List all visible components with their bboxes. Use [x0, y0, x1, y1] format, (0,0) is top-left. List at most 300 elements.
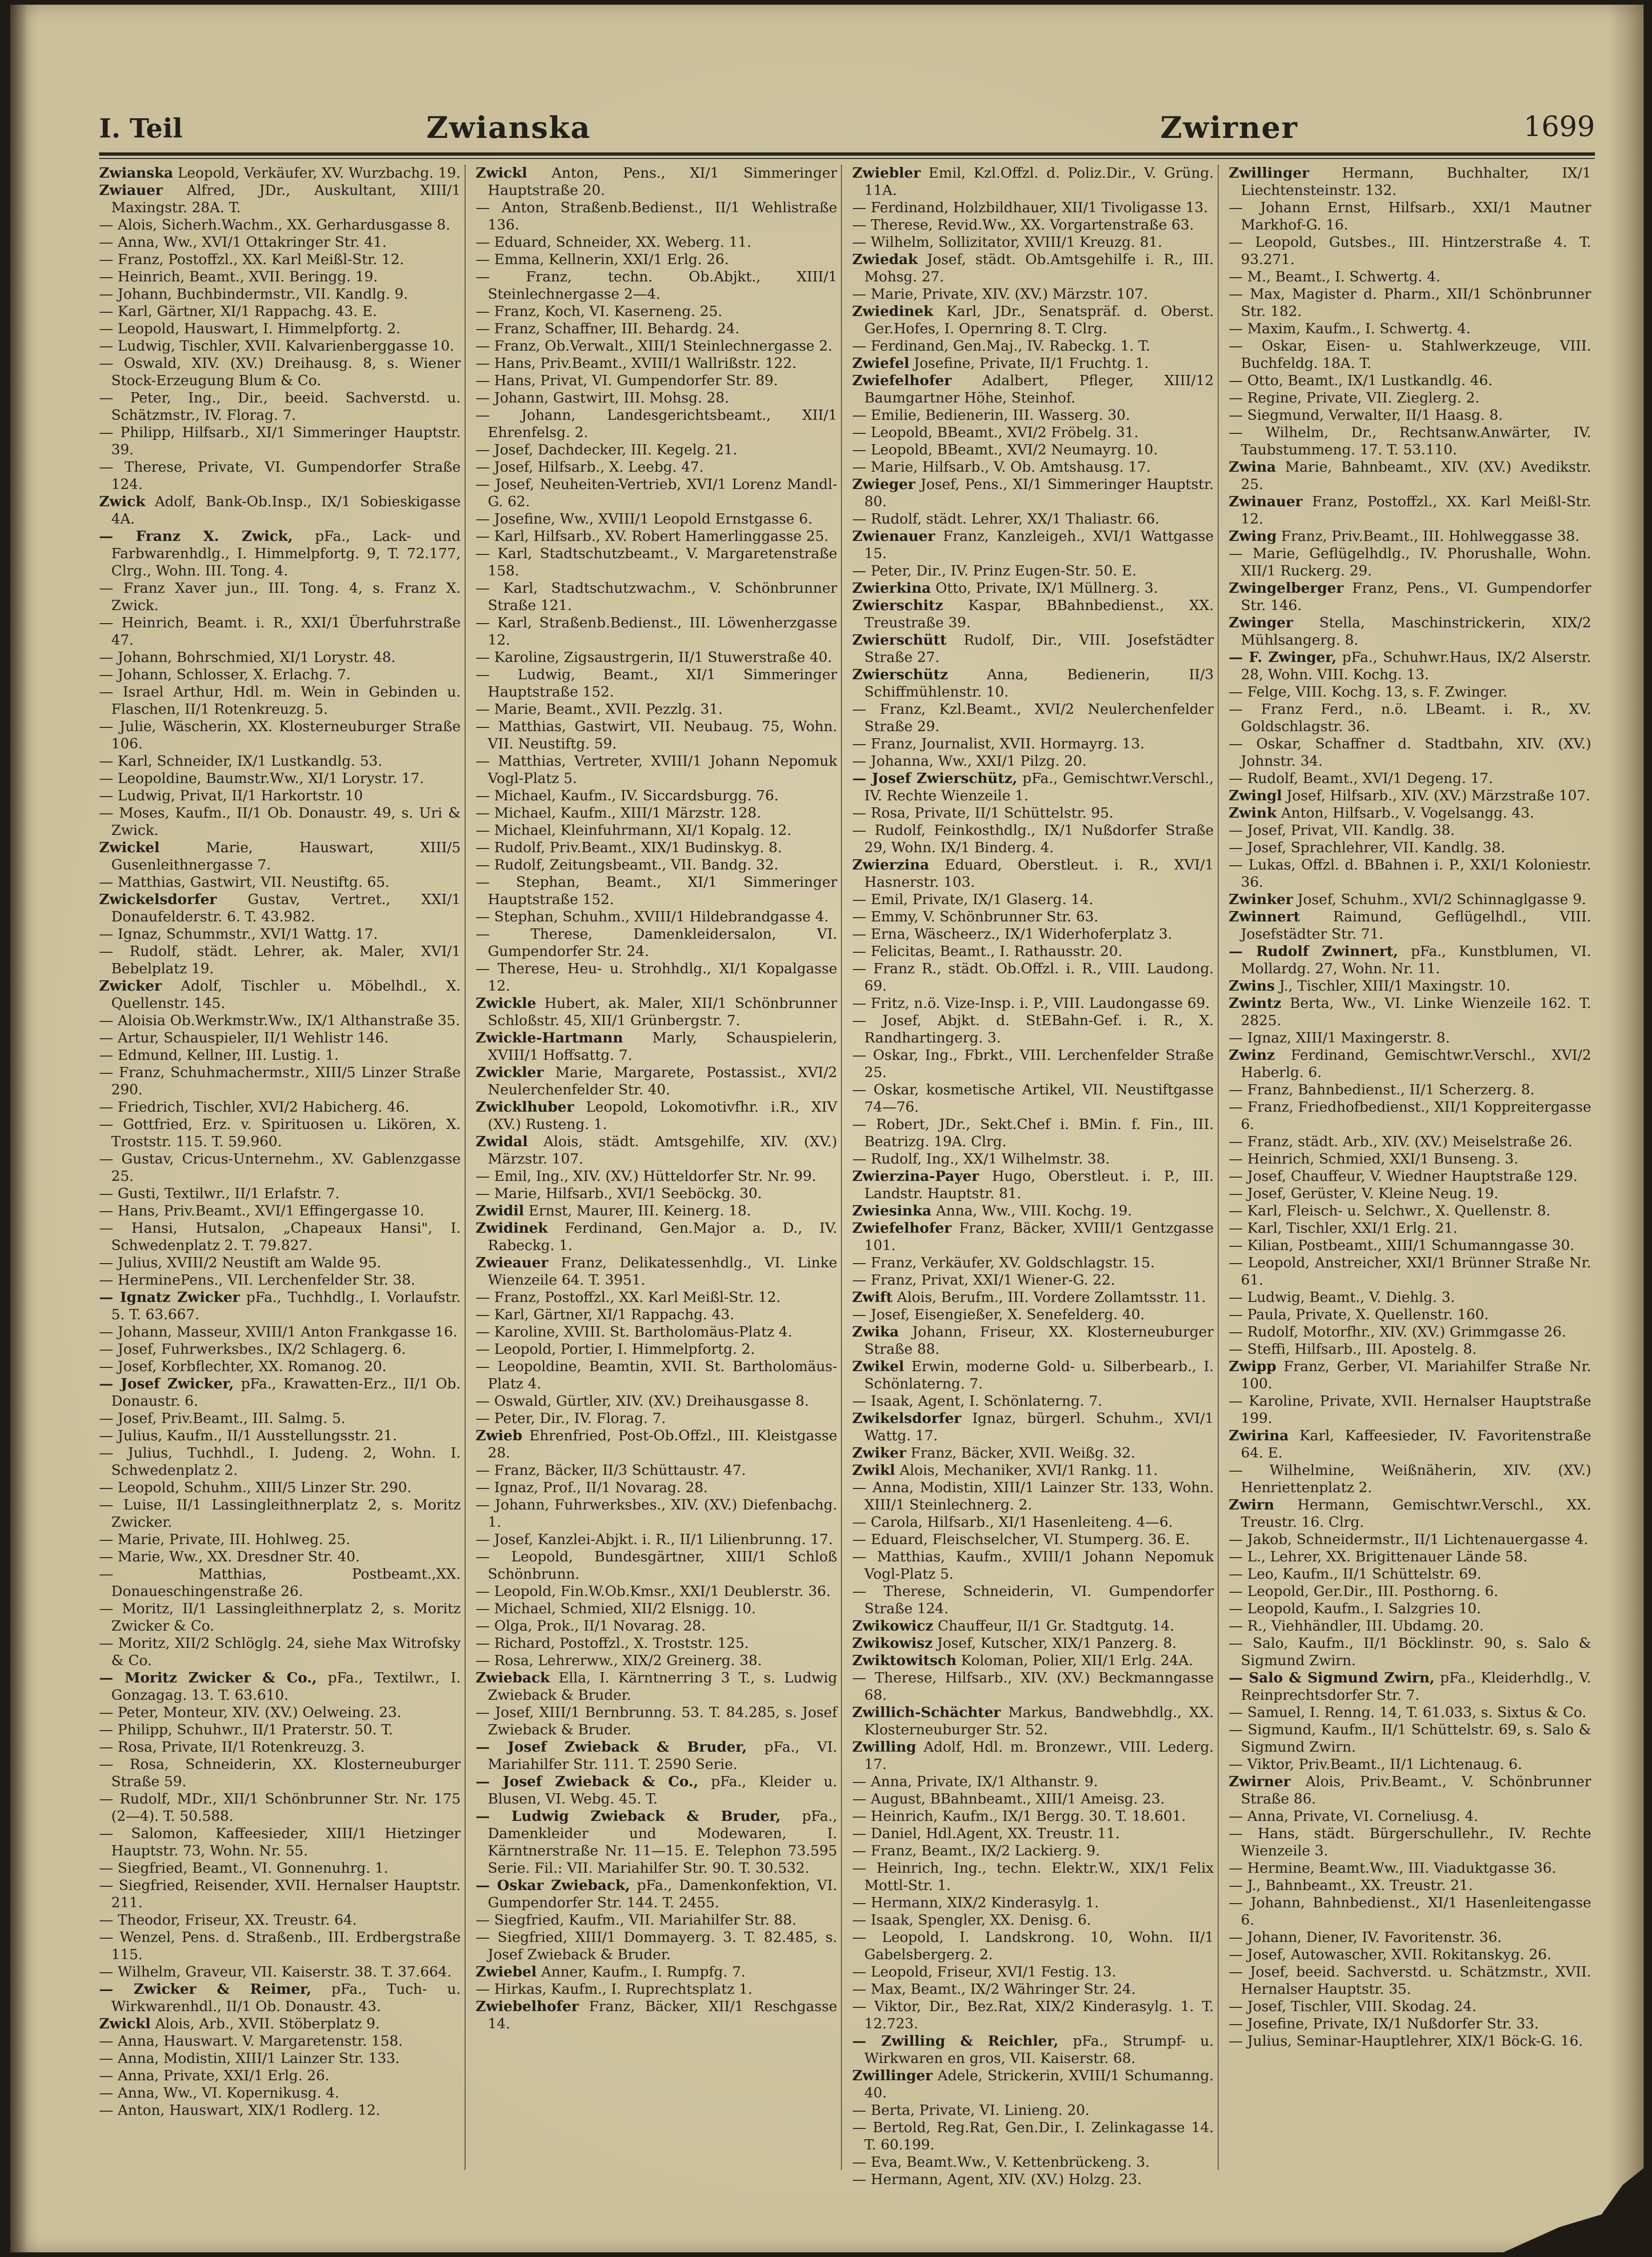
directory-entry	[99, 528, 461, 580]
directory-entry	[99, 1029, 461, 1047]
entry-details: — Johann, Buchbindermstr., VII. Kandlg. 9.	[99, 286, 408, 302]
entry-details: — Anna, Ww., XVI/1 Ottakringer Str. 41.	[99, 234, 387, 251]
entry-surname: Zwierschütz	[852, 667, 948, 683]
directory-entry	[99, 1254, 461, 1272]
entry-surname: Zwinker	[1228, 891, 1293, 908]
directory-entry	[1229, 943, 1592, 978]
entry-details: Ferdinand, Gemischtwr.Verschl., XVI/2 Haberlg. 6.	[1241, 1047, 1591, 1081]
entry-details: pFa., Strumpf- u. Wirkwaren en gros, VII. Kaiserstr. 68.	[864, 2033, 1214, 2067]
directory-entry	[99, 580, 461, 614]
entry-details: — Kilian, Postbeamt., XIII/1 Schumanngasse 30.	[1228, 1237, 1575, 1254]
entry-details: — Johann, Fuhrwerksbes., XIV. (XV.) Diefenbachg. 1.	[475, 1497, 837, 1531]
directory-entry	[99, 770, 461, 787]
directory-entry	[1229, 735, 1592, 770]
entry-details: Adolf, Hdl. m. Bronzewr., VIII. Lederg. 17.	[864, 1739, 1214, 1773]
entry-details: pFa., VI. Mariahilfer Str. 111. T. 2590 Serie.	[488, 1739, 837, 1773]
entry-surname: Zwickl	[99, 2016, 151, 2032]
entry-details: — Josef, Eisengießer, X. Senefelderg. 40.	[852, 1307, 1145, 1323]
entry-details: — Johann, Bohrschmied, XI/1 Lorystr. 48.	[99, 649, 396, 666]
directory-entry	[852, 1445, 1214, 1462]
entry-surname: Zwidil	[475, 1203, 524, 1219]
column-3	[852, 165, 1219, 2188]
entry-details: — Matthias, Postbeamt.,XX. Donaueschingenstraße 26.	[99, 1566, 461, 1600]
entry-details: — Oswald, Gürtler, XIV. (XV.) Dreihausgasse 8.	[475, 1393, 809, 1409]
entry-details: — Philipp, Hilfsarb., XI/1 Simmeringer Hauptstr. 39.	[99, 424, 461, 458]
entry-details: — Samuel, I. Renng. 14, T. 61.033, s. Sixtus & Co.	[1228, 1704, 1587, 1721]
directory-entry	[99, 1185, 461, 1202]
directory-entry	[476, 1704, 838, 1739]
entry-surname: Zwillinger	[1228, 165, 1309, 181]
entry-details: — Regine, Private, VII. Zieglerg. 2.	[1228, 390, 1480, 406]
entry-details: — R., Viehhändler, III. Ubdamg. 20.	[1228, 1618, 1484, 1634]
entry-surname: — Rudolf Zwinnert,	[1228, 943, 1398, 960]
directory-entry	[476, 1479, 838, 1496]
entry-details: pFa., Kleiderhdlg., V. Reinprechtsdorfer Str. 7.	[1241, 1670, 1591, 1704]
directory-entry	[99, 1323, 461, 1341]
directory-entry	[99, 1289, 461, 1323]
directory-entry	[1229, 1963, 1592, 1998]
entry-details: — Marie, Private, XIV. (XV.) Märzstr. 107.	[852, 286, 1148, 302]
entry-details: pFa., Gemischtwr.Verschl., IV. Rechte Wienzeile 1.	[864, 770, 1214, 804]
entry-details: Alois, Arb., XVII. Stöberplatz 9.	[155, 2016, 380, 2032]
directory-entry	[852, 1635, 1214, 1652]
entry-details: Alois, Mechaniker, XVI/1 Rankg. 11.	[899, 1462, 1158, 1479]
directory-entry	[99, 891, 461, 926]
directory-entry	[476, 1496, 838, 1531]
directory-entry	[476, 1548, 838, 1583]
entry-surname: — F. Zwinger,	[1228, 649, 1337, 666]
directory-entry	[852, 701, 1214, 735]
directory-entry	[99, 1981, 461, 2015]
directory-entry	[99, 1790, 461, 1825]
directory-entry	[1229, 1669, 1592, 1704]
entry-details: Erwin, moderne Gold- u. Silberbearb., I. Schönlaterng. 7.	[864, 1359, 1214, 1392]
entry-details: Emil, Kzl.Offzl. d. Poliz.Dir., V. Grüng. 11A.	[864, 165, 1214, 199]
page-number: 1699	[1523, 110, 1595, 143]
entry-details: Leopold, Verkäufer, XV. Wurzbachg. 19.	[178, 165, 461, 181]
entry-details: — Josefine, Ww., XVIII/1 Leopold Ernstgasse 6.	[475, 511, 812, 527]
directory-entry	[476, 1669, 838, 1704]
directory-entry	[852, 735, 1214, 753]
directory-entry	[99, 1358, 461, 1375]
entry-details: — Leopold, Gutsbes., III. Hintzerstraße 4. T. 93.271.	[1228, 234, 1591, 268]
entry-details: — Oskar, Ing., Fbrkt., VIII. Lerchenfelder Straße 25.	[852, 1047, 1214, 1081]
directory-entry	[852, 372, 1214, 407]
entry-details: — Wilhelm, Graveur, VII. Kaiserstr. 38. T. 37.664.	[99, 1964, 452, 1980]
entry-details: — Karoline, Private, XVII. Hernalser Hauptstraße 199.	[1228, 1393, 1591, 1427]
directory-entry	[99, 1704, 461, 1721]
entry-surname: Zwift	[852, 1289, 893, 1306]
entry-details: — Franz, Postoffzl., XX. Karl Meißl-Str. 12.	[99, 252, 404, 268]
directory-entry	[1229, 528, 1592, 545]
entry-details: — Johann, Gastwirt, III. Mohsg. 28.	[475, 390, 729, 406]
directory-entry	[852, 1894, 1214, 1912]
entry-details: Ernst, Maurer, III. Keinerg. 18.	[528, 1203, 751, 1219]
entry-surname: Zwierkina	[852, 580, 931, 597]
entry-details: — Hans, Priv.Beamt., XVI/1 Effingergasse 10.	[99, 1203, 424, 1219]
entry-details: Anna, Ww., VIII. Kochg. 19.	[936, 1203, 1132, 1219]
entry-details: Johann, Friseur, XX. Klosterneuburger Straße 88.	[864, 1324, 1214, 1358]
entry-surname: Zwienauer	[852, 528, 935, 545]
entry-details: — Anna, Modistin, XIII/1 Lainzer Str. 133.	[99, 2050, 400, 2067]
directory-entry	[852, 407, 1214, 424]
entry-details: — Hirkas, Kaufm., I. Ruprechtsplatz 1.	[475, 1981, 753, 1998]
entry-details: Josef, Hilfsarb., XIV. (XV.) Märzstraße 107.	[1286, 788, 1590, 804]
entry-details: Franz, Gerber, VI. Mariahilfer Straße Nr. 100.	[1241, 1359, 1591, 1392]
entry-details: — Isaak, Spengler, XX. Denisg. 6.	[852, 1912, 1092, 1928]
entry-details: — Julius, Seminar-Hauptlehrer, XIX/1 Böck-G. 16.	[1228, 2033, 1583, 2049]
directory-entry	[1229, 1099, 1592, 1133]
directory-entry	[1229, 1254, 1592, 1289]
entry-details: — Josef, Dachdecker, III. Kegelg. 21.	[475, 442, 738, 458]
directory-entry	[476, 718, 838, 753]
directory-entry	[852, 1583, 1214, 1617]
entry-details: — Julius, Kaufm., II/1 Ausstellungsstr. 21.	[99, 1428, 397, 1444]
entry-details: — Ludwig, Tischler, XVII. Kalvarienberggasse 10.	[99, 338, 454, 354]
directory-entry	[476, 476, 838, 510]
directory-entry	[99, 1099, 461, 1116]
entry-details: — Rudolf, Motorfhr., XIV. (XV.) Grimmgasse 26.	[1228, 1324, 1566, 1340]
entry-details: Eduard, Oberstleut. i. R., XVI/1 Hasnerstr. 103.	[864, 857, 1214, 891]
entry-details: Josef, Kutscher, XIX/1 Panzerg. 8.	[937, 1635, 1177, 1652]
entry-surname: — Ludwig Zwieback & Bruder,	[475, 1808, 781, 1825]
entry-details: Franz, Bäcker, XVIII/1 Gentzgasse 101.	[864, 1220, 1214, 1254]
entry-details: — Josef, XIII/1 Bernbrunng. 53. T. 84.285, s. Josef Zwieback & Bruder.	[475, 1704, 837, 1738]
directory-entry	[852, 199, 1214, 216]
entry-details: — Franz, Verkäufer, XV. Goldschlagstr. 15.	[852, 1255, 1155, 1271]
entry-details: pFa., Kunstblumen, VI. Mollardg. 27, Wohn. Nr. 11.	[1241, 943, 1591, 977]
entry-details: — Johann, Masseur, XVIII/1 Anton Frankgasse 16.	[99, 1324, 458, 1340]
entry-details: — Rosa, Private, II/1 Schüttelstr. 95.	[852, 805, 1114, 821]
entry-details: — Josef, Tischler, VIII. Skodag. 24.	[1228, 1998, 1477, 2015]
entry-surname: Zwiefelhofer	[852, 373, 952, 389]
entry-details: — Marie, Hilfsarb., V. Ob. Amtshausg. 17.	[852, 459, 1151, 475]
entry-surname: Zwiesinka	[852, 1203, 932, 1219]
directory-entry	[476, 874, 838, 908]
entry-details: — Rosa, Private, II/1 Rotenkreuzg. 3.	[99, 1739, 365, 1755]
directory-entry	[852, 753, 1214, 770]
entry-details: — Siegfried, Reisender, XVII. Hernalser Hauptstr. 211.	[99, 1877, 461, 1911]
entry-details: — Matthias, Gastwirt, VII. Neustiftg. 65.	[99, 874, 390, 891]
entry-details: — Franz, Koch, VI. Kaserneng. 25.	[475, 303, 723, 320]
entry-details: — L., Lehrer, XX. Brigittenauer Lände 58.	[1228, 1549, 1528, 1565]
entry-details: — Rudolf, städt. Lehrer, ak. Maler, XVI/1 Bebelplatz 19.	[99, 943, 461, 977]
entry-details: — Anna, Private, XXI/1 Erlg. 26.	[99, 2068, 330, 2084]
directory-entry	[476, 995, 838, 1029]
entry-surname: Zwierschütt	[852, 632, 947, 648]
entry-details: Marie, Margarete, Postassist., XVI/2 Neulerchenfelder Str. 40.	[488, 1064, 837, 1098]
directory-entry	[476, 389, 838, 407]
entry-surname: — Salo & Sigmund Zwirn,	[1228, 1670, 1435, 1686]
entry-details: — Franz, Ob.Verwalt., XIII/1 Steinlechnergasse 2.	[475, 338, 833, 354]
directory-entry	[476, 303, 838, 320]
directory-entry	[99, 787, 461, 805]
directory-entry	[1229, 1393, 1592, 1427]
entry-details: — Therese, Revid.Ww., XX. Vorgartenstraße 63.	[852, 217, 1194, 233]
directory-entry	[99, 251, 461, 268]
directory-entry	[99, 1047, 461, 1064]
entry-details: Josefine, Private, II/1 Fruchtg. 1.	[913, 355, 1149, 372]
entry-details: — Josefine, Private, IX/1 Nußdorfer Str. 33.	[1228, 2016, 1539, 2032]
directory-page	[10, 5, 1644, 2252]
entry-details: — Wenzel, Pens. d. Straßenb., III. Erdbergstraße 115.	[99, 1929, 461, 1963]
entry-details: — Siegmund, Verwalter, II/1 Haasg. 8.	[1228, 407, 1503, 424]
directory-entry	[99, 389, 461, 424]
entry-details: Hugo, Oberstleut. i. P., III. Landstr. Hauptstr. 81.	[864, 1168, 1214, 1202]
entry-details: — Leopold, BBeamt., XVI/2 Fröbelg. 31.	[852, 424, 1139, 441]
directory-entry	[99, 666, 461, 683]
directory-entry	[852, 1808, 1214, 1825]
entry-details: — Franz Ferd., n.ö. LBeamt. i. R., XV. Goldschlagstr. 36.	[1228, 701, 1591, 735]
header-first-entry: Zwianska	[426, 110, 591, 145]
directory-entry	[852, 960, 1214, 995]
directory-entry	[852, 2102, 1214, 2119]
entry-details: — Marie, Hilfsarb., XVI/1 Seeböckg. 30.	[475, 1186, 762, 1202]
entry-details: — Salo, Kaufm., II/1 Böcklinstr. 90, s. Salo & Sigmund Zwirn.	[1228, 1635, 1591, 1669]
directory-entry	[476, 1029, 838, 1064]
directory-entry	[1229, 2015, 1592, 2033]
entry-details: — Franz R., städt. Ob.Offzl. i. R., VIII. Laudong. 69.	[852, 961, 1214, 994]
directory-entry	[852, 1393, 1214, 1410]
directory-entry	[852, 1047, 1214, 1081]
entry-surname: Zwiefelhofer	[852, 1220, 952, 1236]
directory-entry	[852, 1202, 1214, 1220]
entry-surname: Zwirner	[1228, 1774, 1291, 1790]
entry-surname: Zwieb	[475, 1428, 523, 1444]
entry-details: — Ignaz, Prof., II/1 Novarag. 28.	[475, 1480, 708, 1496]
directory-entry	[1229, 1531, 1592, 1548]
entry-details: — Emil, Private, IX/1 Glaserg. 14.	[852, 891, 1094, 908]
entry-details: — Leopold, Fin.W.Ob.Kmsr., XXI/1 Deublerstr. 36.	[475, 1583, 831, 1600]
entry-details: — Oskar, kosmetische Artikel, VII. Neustiftgasse 74—76.	[852, 1082, 1214, 1115]
entry-details: — Heinrich, Beamt., XVII. Beringg. 19.	[99, 269, 378, 285]
entry-details: — Hans, Priv.Beamt., XVIII/1 Wallrißstr. 122.	[475, 355, 797, 372]
entry-details: Alfred, JDr., Auskultant, XIII/1 Maxingstr. 28A. T.	[111, 182, 461, 216]
directory-entry	[476, 1289, 838, 1306]
entry-details: — Franz, techn. Ob.Abjkt., XIII/1 Steinlechnergasse 2—4.	[475, 269, 837, 302]
entry-details: — Anton, Hauswart, XIX/1 Rodlerg. 12.	[99, 2102, 381, 2119]
directory-entry	[1229, 822, 1592, 839]
directory-entry	[1229, 320, 1592, 338]
directory-entry	[99, 459, 461, 493]
directory-entry	[476, 1877, 838, 1912]
directory-entry	[476, 1185, 838, 1202]
entry-surname: Zwinnert	[1228, 909, 1300, 925]
entry-details: — Friedrich, Tischler, XVI/2 Habicherg. 46.	[99, 1099, 409, 1115]
directory-entry	[852, 1548, 1214, 1583]
entry-details: Gustav, Vertret., XXI/1 Donaufelderstr. 6. T. 43.982.	[111, 891, 461, 925]
directory-entry	[852, 632, 1214, 666]
directory-entry	[852, 1289, 1214, 1306]
directory-entry	[1229, 1133, 1592, 1150]
entry-details: — Hermine, Beamt.Ww., III. Viaduktgasse 36.	[1228, 1860, 1557, 1876]
directory-entry	[1229, 1635, 1592, 1669]
entry-details: — Franz, städt. Arb., XIV. (XV.) Meiselstraße 26.	[1228, 1134, 1573, 1150]
directory-entry	[99, 216, 461, 234]
entry-details: — Josef, Fuhrwerksbes., IX/2 Schlagerg. 6.	[99, 1341, 406, 1358]
entry-details: — Josef, Korbflechter, XX. Romanog. 20.	[99, 1359, 387, 1375]
entry-surname: Zwickle	[475, 995, 536, 1012]
entry-details: — Franz, Bahnbedienst., II/1 Scherzerg. 8.	[1228, 1082, 1535, 1098]
entry-details: — Josef, Priv.Beamt., III. Salmg. 5.	[99, 1410, 345, 1427]
directory-entry	[99, 1220, 461, 1254]
directory-entry	[99, 2050, 461, 2067]
entry-details: Franz, Delikatessenhdlg., VI. Linke Wienzeile 64. T. 3951.	[488, 1255, 837, 1288]
entry-details: Josef, Pens., XI/1 Simmeringer Hauptstr. 80.	[864, 476, 1214, 510]
entry-details: — Franz, Bäcker, II/3 Schüttaustr. 47.	[475, 1462, 746, 1479]
entry-details: — Karoline, XVIII. St. Bartholomäus-Platz 4.	[475, 1324, 792, 1340]
directory-entry	[1229, 545, 1592, 580]
directory-entry	[852, 1963, 1214, 1981]
directory-entry	[476, 1410, 838, 1427]
directory-entry	[99, 320, 461, 338]
directory-entry	[852, 805, 1214, 822]
entry-details: — Anna, Hauswart. V. Margaretenstr. 158.	[99, 2033, 403, 2049]
entry-details: — Paula, Private, X. Quellenstr. 160.	[1228, 1307, 1489, 1323]
entry-details: — Hans, Privat, VI. Gumpendorfer Str. 89.	[475, 373, 778, 389]
entry-surname: Zwikowicz	[852, 1618, 934, 1634]
directory-entry	[476, 1202, 838, 1220]
entry-details: — Heinrich, Ing., techn. Elektr.W., XIX/1 Felix Mottl-Str. 1.	[852, 1860, 1214, 1894]
directory-entry	[476, 1393, 838, 1410]
entry-details: — Karl, Tischler, XXI/1 Erlg. 21.	[1228, 1220, 1458, 1236]
directory-entry	[476, 960, 838, 995]
directory-entry	[1229, 1462, 1592, 1496]
entry-details: — Michael, Schmied, XII/2 Elsnigg. 10.	[475, 1601, 756, 1617]
entry-details: — Heinrich, Schmied, XXI/1 Bunseng. 3.	[1228, 1151, 1518, 1167]
directory-entry	[1229, 338, 1592, 372]
directory-entry	[1229, 1773, 1592, 1808]
directory-entry	[476, 1099, 838, 1133]
directory-entry	[476, 320, 838, 338]
directory-entry	[99, 874, 461, 891]
entry-surname: Zwikel	[852, 1359, 905, 1375]
directory-entry	[476, 338, 838, 355]
directory-entry	[1229, 424, 1592, 459]
entry-details: — Johann, Diener, IV. Favoritenstr. 36.	[1228, 1929, 1502, 1946]
entry-details: — Michael, Kaufm., XIII/1 Märzstr. 128.	[475, 805, 761, 821]
entry-surname: Zwierzina-Payer	[852, 1168, 979, 1185]
entry-details: — Lukas, Offzl. d. BBahnen i. P., XXI/1 Koloniestr. 36.	[1228, 857, 1591, 891]
entry-details: — Matthias, Vertreter, XVIII/1 Johann Nepomuk Vogl-Platz 5.	[475, 753, 837, 787]
directory-entry	[476, 1652, 838, 1669]
directory-entry	[99, 1739, 461, 1756]
directory-entry	[99, 493, 461, 528]
entry-details: — Ludwig, Beamt., V. Diehlg. 3.	[1228, 1289, 1455, 1306]
entry-surname: — Zwicker & Reimer,	[99, 1981, 312, 1998]
entry-surname: Zwiedak	[852, 252, 918, 268]
directory-entry	[476, 165, 838, 199]
directory-entry	[852, 770, 1214, 805]
directory-entry	[852, 562, 1214, 580]
entry-details: Alois, Berufm., III. Vordere Zollamtsstr. 11.	[897, 1289, 1206, 1306]
directory-entry	[852, 1254, 1214, 1272]
directory-entry	[1229, 1825, 1592, 1860]
entry-details: — HerminePens., VII. Lerchenfelder Str. 38.	[99, 1272, 416, 1288]
entry-details: — Oswald, XIV. (XV.) Dreihausg. 8, s. Wiener Stock-Erzeugung Blum & Co.	[99, 355, 461, 389]
entry-details: — Franz, Journalist, XVII. Hormayrg. 13.	[852, 736, 1145, 752]
entry-details: — Johann, Landesgerichtsbeamt., XII/1 Ehrenfelsg. 2.	[475, 407, 837, 441]
entry-details: — Gustav, Cricus-Unternehm., XV. Gablenzgasse 25.	[99, 1151, 461, 1185]
entry-details: Alois, städt. Amtsgehilfe, XIV. (XV.) Märzstr. 107.	[488, 1134, 837, 1167]
entry-details: — Johann, Bahnbedienst., XI/1 Hasenleitengasse 6.	[1228, 1895, 1591, 1928]
entry-details: Otto, Private, IX/1 Müllnerg. 3.	[935, 580, 1158, 597]
entry-details: — Robert, JDr., Sekt.Chef i. BMin. f. Fin., III. Beatrizg. 19A. Clrg.	[852, 1116, 1214, 1150]
directory-entry	[99, 1375, 461, 1410]
entry-details: Franz, Pens., VI. Gumpendorfer Str. 146.	[1241, 580, 1591, 614]
entry-details: — Edmund, Kellner, III. Lustig. 1.	[99, 1047, 339, 1064]
directory-entry	[99, 1272, 461, 1289]
directory-entry	[99, 753, 461, 770]
entry-details: pFa., Schuhwr.Haus, IX/2 Alserstr. 28, Wohn. VIII. Kochg. 13.	[1241, 649, 1591, 683]
entry-details: — Alois, Sicherh.Wachm., XX. Gerhardusgasse 8.	[99, 217, 451, 233]
entry-details: Hermann, Buchhalter, IX/1 Liechtensteinstr. 132.	[1241, 165, 1591, 199]
entry-details: — Berta, Private, VI. Linieng. 20.	[852, 2102, 1090, 2119]
directory-entry	[852, 1168, 1214, 1202]
entry-details: — Peter, Dir., IV. Prinz Eugen-Str. 50. E.	[852, 563, 1137, 579]
entry-details: — Leopoldine, Baumstr.Ww., XI/1 Lorystr. 17.	[99, 770, 424, 787]
directory-entry	[99, 286, 461, 303]
entry-surname: Zwierschitz	[852, 597, 943, 614]
directory-entry	[852, 1981, 1214, 1998]
entry-details: — Leopold, I. Landskrong. 10, Wohn. II/1 Gabelsbergerg. 2.	[852, 1929, 1214, 1963]
entry-details: Josef, städt. Ob.Amtsgehilfe i. R., III. Mohsg. 27.	[864, 252, 1214, 285]
entry-surname: Zwikelsdorfer	[852, 1410, 962, 1427]
directory-entry	[476, 701, 838, 718]
directory-columns	[99, 165, 1595, 2188]
directory-entry	[852, 666, 1214, 701]
directory-entry	[476, 1133, 838, 1168]
entry-details: — Karl, Stadtschutzwachm., V. Schönbrunner Straße 121.	[475, 580, 837, 614]
directory-entry	[852, 1116, 1214, 1150]
directory-entry	[476, 614, 838, 649]
entry-details: — Josef, Gerüster, V. Kleine Neug. 19.	[1228, 1186, 1499, 1202]
directory-entry	[476, 1168, 838, 1185]
entry-details: — Salomon, Kaffeesieder, XIII/1 Hietzinger Hauptstr. 73, Wohn. Nr. 55.	[99, 1826, 461, 1859]
entry-surname: Zwiebel	[475, 1964, 537, 1980]
directory-entry	[99, 1566, 461, 1600]
directory-entry	[476, 787, 838, 805]
directory-entry	[1229, 1081, 1592, 1099]
entry-details: — Heinrich, Beamt. i. R., XXI/1 Überfuhrstraße 47.	[99, 615, 461, 648]
entry-details: — Josef, beeid. Sachverstd. u. Schätzmstr., XVII. Hernalser Hauptstr. 35.	[1228, 1964, 1591, 1998]
entry-surname: Zwickel	[99, 840, 160, 856]
directory-entry	[852, 165, 1214, 199]
directory-entry	[852, 1479, 1214, 1514]
entry-details: — Moses, Kaufm., II/1 Ob. Donaustr. 49, s. Uri & Zwick.	[99, 805, 461, 839]
entry-details: — Anton, Straßenb.Bedienst., II/1 Wehlistraße 136.	[475, 200, 837, 233]
directory-entry	[852, 528, 1214, 562]
directory-entry	[476, 459, 838, 476]
directory-entry	[852, 1081, 1214, 1116]
entry-details: — Ignaz, Schummstr., XVI/1 Wattg. 17.	[99, 926, 378, 942]
header-rule	[99, 152, 1595, 156]
entry-details: — Michael, Kaufm., IV. Siccardsburgg. 76.	[475, 788, 779, 804]
directory-entry	[476, 1617, 838, 1635]
entry-details: — Franz, Beamt., IX/2 Lackierg. 9.	[852, 1843, 1100, 1859]
directory-entry	[1229, 1877, 1592, 1894]
entry-surname: Zwika	[852, 1324, 899, 1340]
directory-entry	[1229, 1047, 1592, 1081]
directory-entry	[476, 234, 838, 251]
entry-details: — Marie, Beamt., XVII. Pezzlg. 31.	[475, 701, 723, 718]
entry-details: — Franz, Friedhofbedienst., XII/1 Koppreitergasse 6.	[1228, 1099, 1591, 1133]
entry-surname: Zwickle-Hartmann	[475, 1030, 623, 1046]
entry-details: Ignaz, bürgerl. Schuhm., XVI/1 Wattg. 17.	[864, 1410, 1214, 1444]
directory-entry	[852, 234, 1214, 251]
directory-entry	[99, 2015, 461, 2033]
entry-details: — Rudolf, städt. Lehrer, XX/1 Thaliastr. 66.	[852, 511, 1160, 527]
